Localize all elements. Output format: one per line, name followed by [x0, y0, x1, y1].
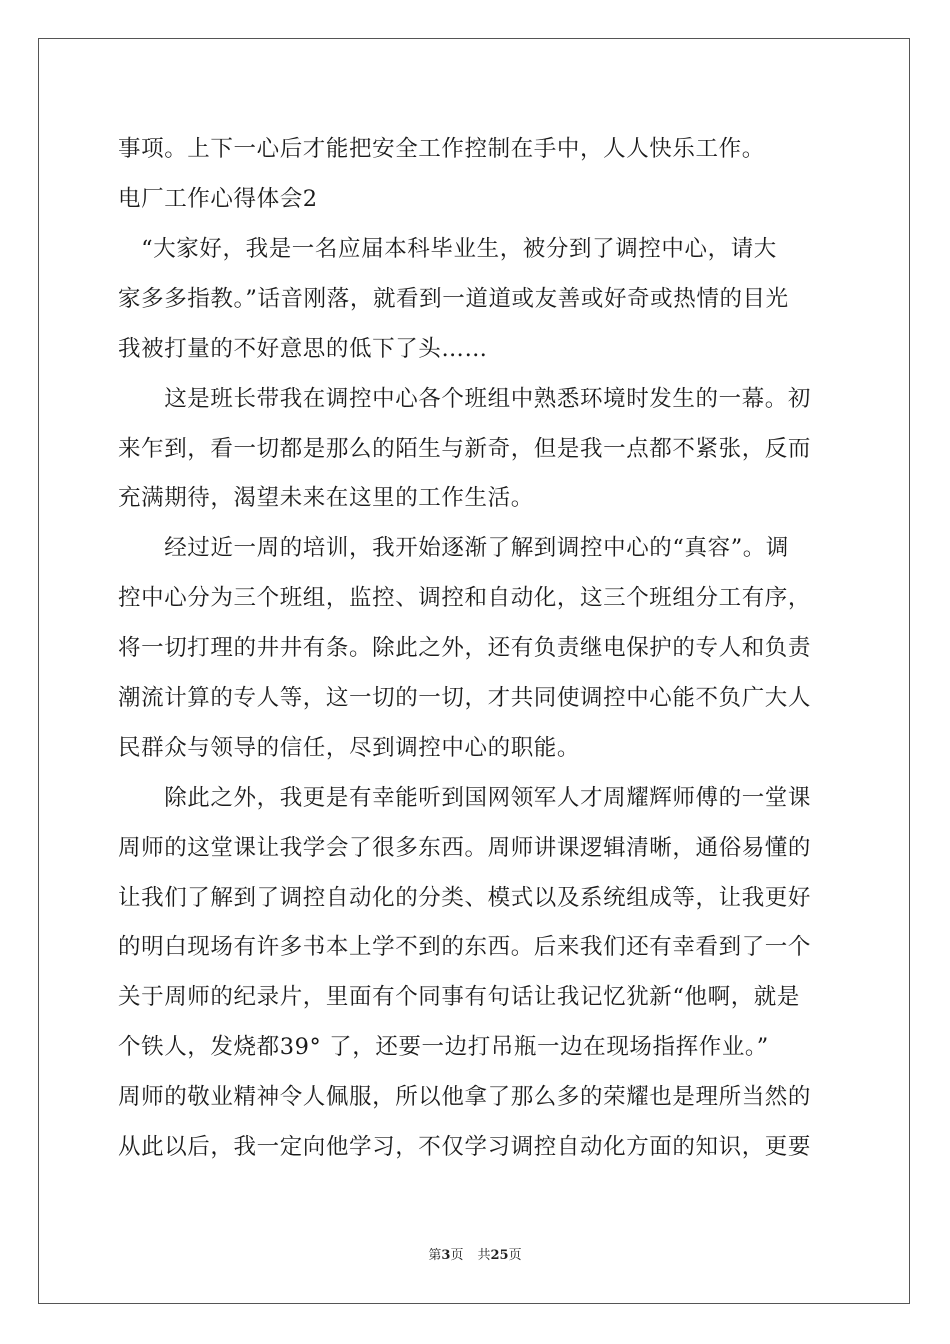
page-suffix: 页: [450, 1248, 464, 1263]
text-line: 这是班长带我在调控中心各个班组中熟悉环境时发生的一幕。初: [118, 386, 812, 412]
text-line: 的明白现场有许多书本上学不到的东西。后来我们还有幸看到了一个: [118, 934, 812, 960]
text-line: 个铁人，发烧都39° 了，还要一边打吊瓶一边在现场指挥作业。”: [118, 1034, 769, 1060]
text-line: 关于周师的纪录片，里面有个同事有句话让我记忆犹新“他啊，就是: [118, 984, 801, 1010]
text-line: 从此以后，我一定向他学习，不仅学习调控自动化方面的知识，更要: [118, 1134, 812, 1160]
text-line: 除此之外，我更是有幸能听到国网领军人才周耀辉师傅的一堂课: [118, 785, 812, 811]
text-line: 将一切打理的井井有条。除此之外，还有负责继电保护的专人和负责: [118, 635, 812, 661]
text-line: 潮流计算的专人等，这一切的一切，才共同使调控中心能不负广大人: [118, 685, 812, 711]
text-line: 事项。上下一心后才能把安全工作控制在手中，人人快乐工作。: [118, 136, 765, 162]
page-prefix: 第: [428, 1248, 442, 1263]
text-line: 经过近一周的培训，我开始逐渐了解到调控中心的“真容”。调: [118, 535, 790, 561]
text-line: 周师的敬业精神令人佩服，所以他拿了那么多的荣耀也是理所当然的: [118, 1084, 812, 1110]
text-line: 周师的这堂课让我学会了很多东西。周师讲课逻辑清晰，通俗易懂的: [118, 835, 812, 861]
text-line: “大家好，我是一名应届本科毕业生，被分到了调控中心，请大: [118, 236, 777, 262]
section-heading: 电厂工作心得体会2: [118, 186, 318, 212]
total-prefix: 共: [477, 1248, 491, 1263]
text-line: 民群众与领导的信任，尽到调控中心的职能。: [118, 735, 581, 761]
text-line: 来乍到，看一切都是那么的陌生与新奇，但是我一点都不紧张，反而: [118, 436, 812, 462]
page-border: [38, 38, 910, 1304]
total-suffix: 页: [508, 1248, 522, 1263]
text-line: 控中心分为三个班组，监控、调控和自动化，这三个班组分工有序，: [118, 585, 812, 611]
total-pages: 25: [490, 1248, 509, 1263]
text-line: 家多多指教。”话音刚落，就看到一道道或友善或好奇或热情的目光: [118, 286, 789, 312]
text-line: 让我们了解到了调控自动化的分类、模式以及系统组成等，让我更好: [118, 885, 812, 911]
page-footer: [0, 1248, 950, 1264]
page-current: 3: [441, 1248, 451, 1263]
text-line: 充满期待，渴望未来在这里的工作生活。: [118, 485, 534, 511]
text-line: 我被打量的不好意思的低下了头……: [118, 336, 488, 362]
